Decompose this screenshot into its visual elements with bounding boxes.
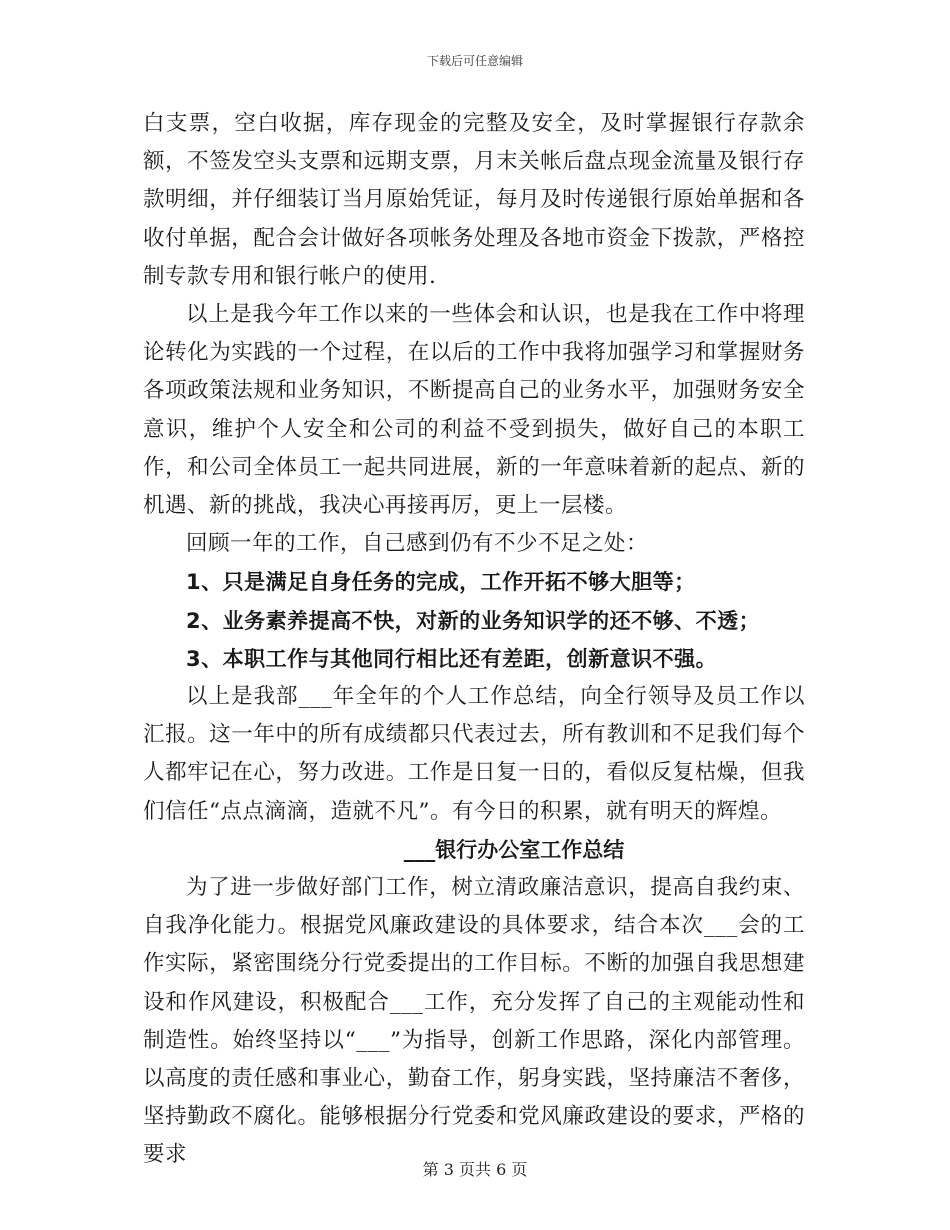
page-header-note: 下载后可任意编辑 [426,54,523,68]
paragraph-summary: 以上是我部___年全年的个人工作总结，向全行领导及员工作以汇报。这一年中的所有成绩都只代表过去，所有教训和不足我们每个人都牢记在心，努力改进。工作是日复一日的，看似反复枯燥，但我们信任“点点滴滴，造就不凡”。有今日的积累，就有明天的辉煌。 [143,684,805,824]
shortcoming-item-3: 3、本职工作与其他同行相比还有差距，创新意识不强。 [186,646,718,671]
paragraph-cash-management: 白支票，空白收据，库存现金的完整及安全，及时掌握银行存款余额，不签发空头支票和远期支票，月末关帐后盘点现金流量及银行存款明细，并仔细装订当月原始凭证，每月及时传递银行原始单据和各收付单据，配合会计做好各项帐务处理及各地市资金下拨款，严格控制专款专用和银行帐户的使用. [143,111,805,289]
paragraph-shortcomings-intro: 回顾一年的工作，自己感到仍有不少不足之处： [186,531,649,557]
paragraph-reflection: 以上是我今年工作以来的一些体会和认识，也是我在工作中将理论转化为实践的一个过程，在以后的工作中我将加强学习和掌握财务各项政策法规和业务知识，不断提高自己的业务水平，加强财务安全意识，维护个人安全和公司的利益不受到损失，做好自己的本职工作，和公司全体员工一起共同进展，新的一年意味着新的起点、新的机遇、新的挑战，我决心再接再厉，更上一层楼。 [143,302,805,519]
shortcoming-item-2: 2、业务素养提高不快，对新的业务知识学的还不够、不透； [186,608,761,633]
section-heading: ___银行办公室工作总结 [403,837,625,862]
document-body [143,105,805,1175]
page-number: 第 3 页共 6 页 [422,1160,528,1179]
shortcoming-item-1: 1、只是满足自身任务的完成，工作开拓不够大胆等； [186,570,696,595]
paragraph-office-summary: 为了进一步做好部门工作，树立清政廉洁意识，提高自我约束、自我净化能力。根据党风廉政建设的具体要求，结合本次___会的工作实际，紧密围绕分行党委提出的工作目标。不断的加强自我思想建设和作风建设，积极配合___工作，充分发挥了自己的主观能动性和制造性。始终坚持以“___”为指导，创新工作思路，深化内部管理。以高度的责任感和事业心，勤奋工作，躬身实践，坚持廉洁不奢侈，坚持勤政不腐化。能够根据分行党委和党风廉政建设的要求，严格的要求 [143,875,805,1168]
